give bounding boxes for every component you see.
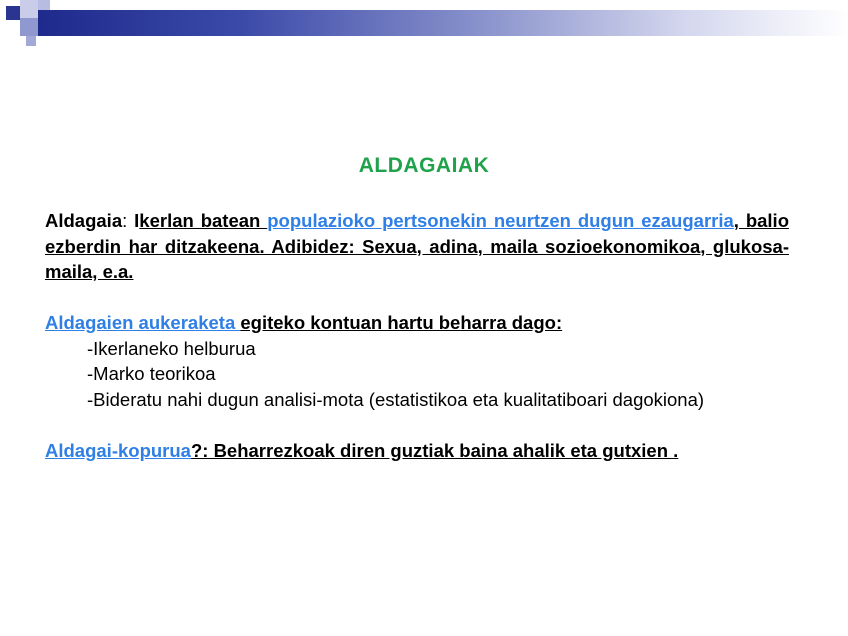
- header-banner: [0, 0, 848, 52]
- definition-text-rest: , balio ezberdin har ditzakeena. Adibidez: Sexua, adina, maila sozioekonomikoa, glukosa-maila, e.a.: [45, 210, 789, 282]
- selection-heading: [45, 310, 789, 336]
- definition-link[interactable]: populazioko pertsonekin neurtzen dugun ezaugarria: [267, 210, 734, 231]
- definition-text-start: I: [134, 210, 140, 231]
- selection-item: -Ikerlaneko helburua: [87, 337, 256, 359]
- banner-square-icon: [20, 18, 38, 36]
- selection-item: -Marko teorikoa: [87, 363, 216, 384]
- definition-colon: :: [122, 210, 135, 231]
- banner-square-icon: [38, 0, 50, 10]
- selection-heading-rest: egiteko kontuan hartu beharra dago:: [240, 312, 563, 333]
- definition-text-underlined: kerlan batean: [139, 210, 268, 231]
- slide-title: ALDAGAIAK: [358, 154, 490, 177]
- selection-item: -Bideratu nahi dugun analisi-mota (estatistikoa eta kualitatiboari dagokiona): [87, 388, 705, 410]
- banner-square-icon: [6, 6, 20, 20]
- banner-square-icon: [20, 0, 38, 18]
- definition-term: Aldagaia: [45, 210, 123, 231]
- count-link[interactable]: Aldagai-kopurua: [45, 439, 191, 461]
- selection-link[interactable]: Aldagaien aukeraketa: [45, 312, 241, 333]
- count-paragraph: [45, 438, 789, 464]
- definition-paragraph: [45, 208, 789, 285]
- banner-square-icon: [26, 36, 36, 46]
- banner-gradient-bar: [38, 10, 848, 36]
- slide-body: [45, 208, 789, 463]
- count-rest: ?: Beharrezkoak diren guztiak baina ahalik eta gutxien .: [190, 439, 679, 461]
